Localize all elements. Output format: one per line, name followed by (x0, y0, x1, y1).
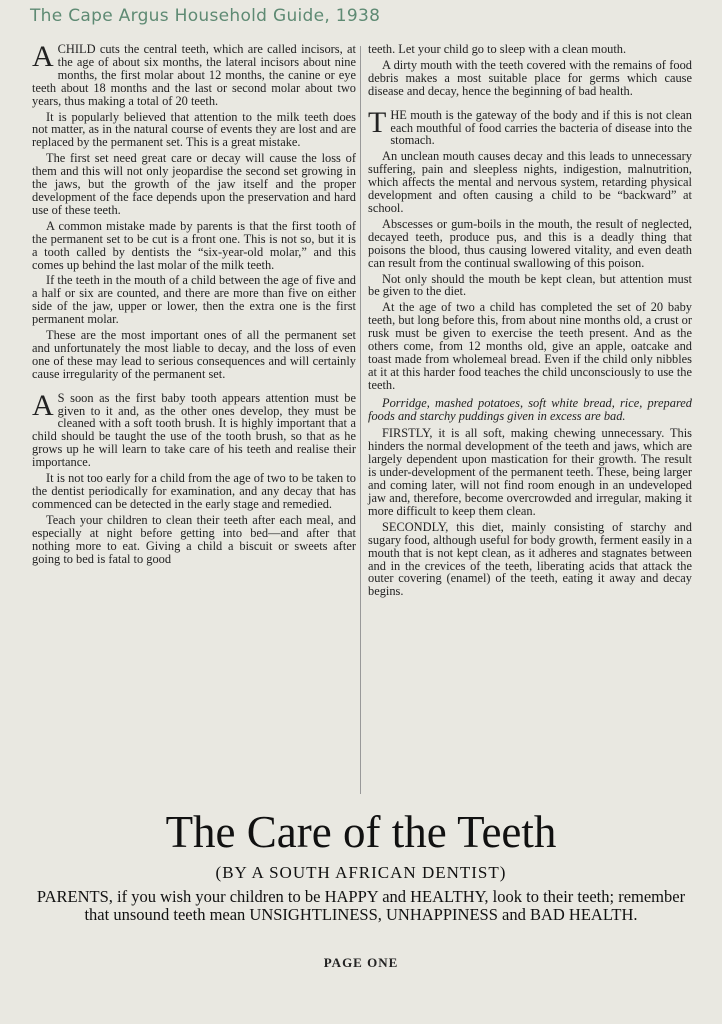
paragraph: Teach your children to clean their teeth after each meal, and especially at night before getting into bed—and after that nothing more to eat. Giving a child a biscuit or sweets after going to bed is fatal to good (32, 512, 356, 566)
column-divider (360, 46, 361, 794)
paragraph (32, 388, 356, 470)
paragraph (32, 40, 356, 108)
left-column (32, 40, 356, 568)
paragraph: It is not too early for a child from the age of two to be taken to the dentist periodically for examination, and any decay that has commenced can be detected in the early stage and remedied. (32, 471, 356, 511)
right-column (368, 43, 692, 601)
paragraph: SECONDLY, this diet, mainly consisting of starchy and sugary food, although useful for body growth, ferment easily in a mouth that is not kept clean, as it adheres and stagnates between and in the crevices of the teeth, liberating acids that attack the outer covering (enamel) of the teeth, eating it away and decay begins. (368, 519, 692, 599)
drop-cap: T (368, 105, 387, 139)
paragraph-text: S soon as the first baby tooth appears attention must be given to it and, as the other ones develop, they must be cleaned with a soft tooth brush. It is highly important that a child should be taught the use of the tooth brush, so that as he grows up he will learn to take care of his teeth and realise their importance. (32, 390, 356, 470)
page-header: The Cape Argus Household Guide, 1938 (30, 6, 381, 26)
paragraph: An unclean mouth causes decay and this leads to unnecessary suffering, pain and sleepless nights, indigestion, malnutrition, which affects the mental and nervous system, retarding physical development and often causing a child to be “backward” at school. (368, 149, 692, 215)
article-title: The Care of the Teeth (165, 807, 557, 857)
drop-cap: A (32, 388, 54, 422)
paragraph-text: CHILD cuts the central teeth, which are called incisors, at the age of about six months, the lateral incisors about nine months, the first molar about 12 months, the canine or eye teeth about 18 months and the last or second molar about two years, thus making a total of 20 teeth. (32, 42, 356, 108)
paragraph: It is popularly believed that attention to the milk teeth does not matter, as in the natural course of events they are lost and are replaced by the permanent set. This is a great mistake. (32, 109, 356, 150)
paragraph: Not only should the mouth be kept clean, but attention must be given to the diet. (368, 271, 692, 299)
paragraph: teeth. Let your child go to sleep with a clean mouth. (368, 42, 627, 56)
article-byline: (BY A SOUTH AFRICAN DENTIST) (215, 863, 507, 882)
page-number: PAGE ONE (323, 955, 399, 970)
paragraph: At the age of two a child has completed the set of 20 baby teeth, but long before this, from about nine months old, a crust or rusk must be given to exercise the teeth present. And as the others come, from 12 months old, give an apple, oatcake and toast made from wholemeal bread. Even if the child only nibbles at it at this harder food teaches the child unconsciously to use the teeth. (368, 300, 692, 392)
paragraph: FIRSTLY, it is all soft, making chewing unnecessary. This hinders the normal development of the teeth and jaws, which are largely dependent upon mastication for their growth. The result is under-development of the permanent teeth. These, being larger and coming later, will not find room enough in an undeveloped jaw and, therefore, become overcrowded and irregular, making it more difficult to keep them clean. (368, 426, 692, 518)
article-intro: PARENTS, if you wish your children to be HAPPY and HEALTHY, look to their teeth; remember that unsound teeth mean UNSIGHTLINESS, UNHAPPINESS and BAD HEALTH. (36, 887, 686, 924)
paragraph: A dirty mouth with the teeth covered with the remains of food debris makes a most suitable place for germs which cause disease and decay, hence the beginning of bad health. (368, 57, 692, 98)
paragraph: If the teeth in the mouth of a child between the age of five and a half or six are counted, and there are more than five on either side of the jaw, upper or lower, then the extra one is the first permanent molar. (32, 273, 356, 327)
paragraph: A common mistake made by parents is that the first tooth of the permanent set to be cut is a front one. This is not so, but it is a tooth called by dentists the “six-year-old molar,” and this comes up behind the last molar of the milk teeth. (32, 218, 356, 272)
paragraph: Abscesses or gum-boils in the mouth, the result of neglected, decayed teeth, produce pus, and this is a deadly thing that poisons the blood, thus causing lowered vitality, and even death can result from the continual swallowing of this poison. (368, 216, 692, 270)
drop-cap: A (32, 40, 54, 73)
diet-caption: Porridge, mashed potatoes, soft white bread, rice, prepared foods and starchy puddings given in excess are bad. (368, 395, 692, 423)
paragraph (368, 105, 692, 148)
paragraph-text: HE mouth is the gateway of the body and if this is not clean each mouthful of food carries the bacteria of disease into the stomach. (390, 107, 692, 148)
paragraph: The first set need great care or decay will cause the loss of them and this will not only jeopardise the second set growing in the jaws, but the growth of the jaw itself and the proper development of the face depends upon the preservation and hard use of these teeth. (32, 151, 356, 217)
paragraph: These are the most important ones of all the permanent set and unfortunately the most liable to decay, and the loss of even one of these may lead to serious consequences and will certainly cause irregularity of the permanent set. (32, 328, 356, 381)
